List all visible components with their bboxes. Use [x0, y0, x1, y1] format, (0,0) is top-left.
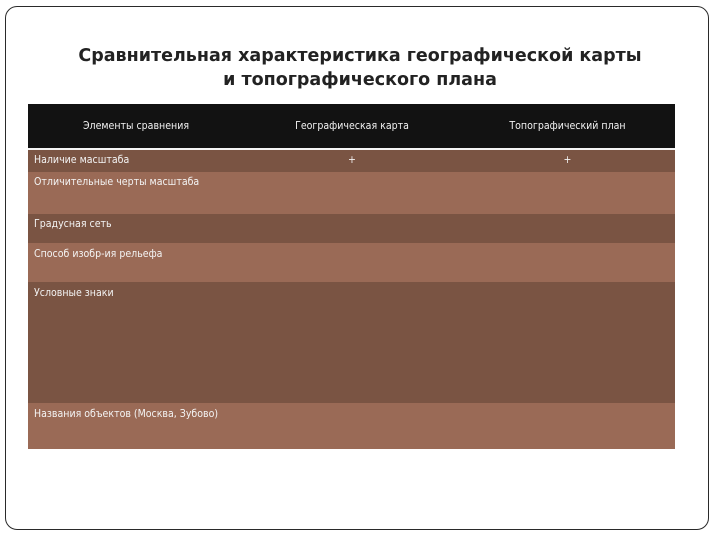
header-geographic-map: Географическая карта [244, 104, 460, 149]
plan-cell [460, 403, 675, 449]
table-row [28, 282, 675, 403]
table-row [28, 149, 675, 172]
plan-cell: + [460, 149, 675, 172]
table-row [28, 243, 675, 282]
plan-cell [460, 214, 675, 243]
plan-cell [460, 243, 675, 282]
slide-title [40, 44, 680, 92]
table-header-row [28, 104, 675, 149]
row-label: Условные знаки [28, 282, 244, 403]
plan-cell [460, 282, 675, 403]
header-topographic-plan: Топографический план [460, 104, 675, 149]
map-cell [244, 282, 460, 403]
slide-title-line-2: и топографического плана [223, 70, 497, 90]
slide-title-line-1: Сравнительная характеристика географической карты [78, 46, 642, 66]
row-label: Наличие масштаба [28, 149, 244, 172]
map-cell: + [244, 149, 460, 172]
map-cell [244, 172, 460, 214]
table-row [28, 403, 675, 449]
row-label: Способ изобр-ия рельефа [28, 243, 244, 282]
header-elements-of-comparison: Элементы сравнения [28, 104, 244, 149]
comparison-table [28, 104, 675, 449]
plan-cell [460, 172, 675, 214]
row-label: Названия объектов (Москва, Зубово) [28, 403, 244, 449]
map-cell [244, 243, 460, 282]
row-label: Градусная сеть [28, 214, 244, 243]
table-row [28, 214, 675, 243]
row-label: Отличительные черты масштаба [28, 172, 244, 214]
table-row [28, 172, 675, 214]
map-cell [244, 403, 460, 449]
map-cell [244, 214, 460, 243]
